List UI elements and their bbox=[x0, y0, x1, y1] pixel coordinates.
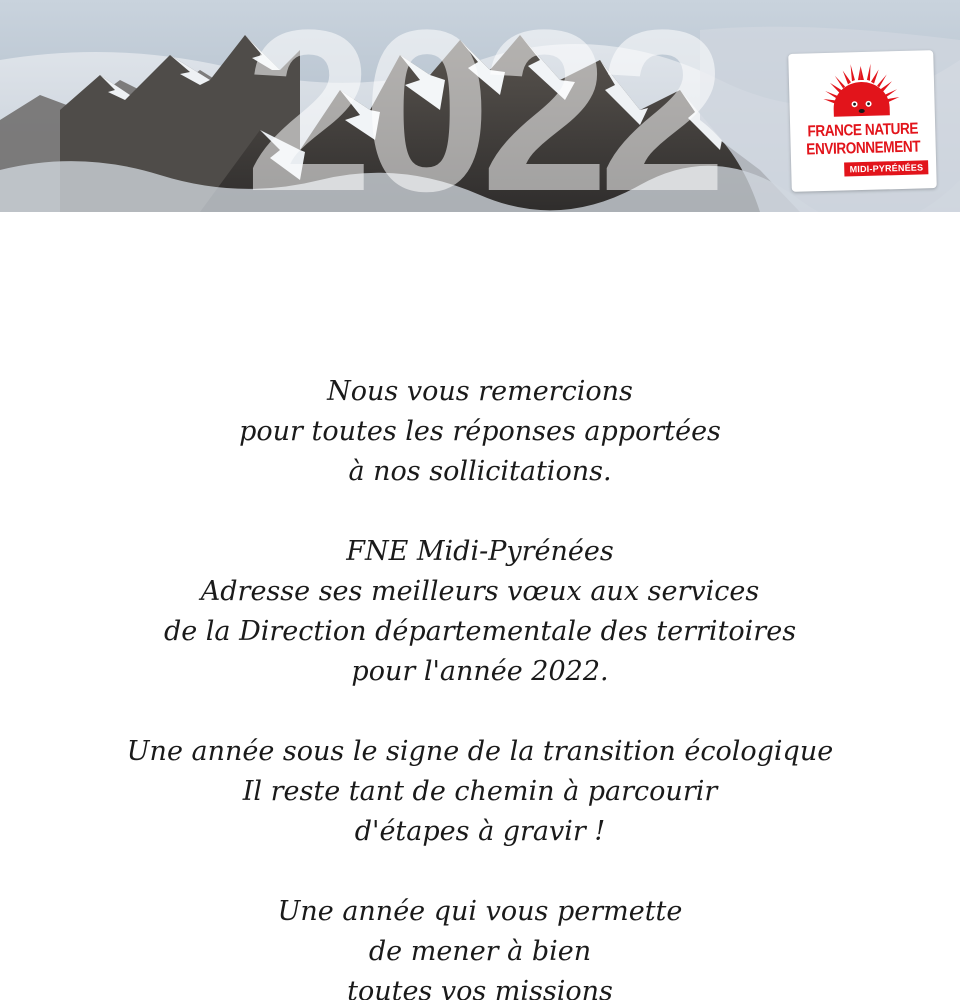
message-paragraph bbox=[0, 372, 960, 492]
message-line: pour toutes les réponses apportées bbox=[239, 416, 721, 447]
message-paragraph bbox=[0, 532, 960, 692]
greeting-message bbox=[0, 372, 960, 1000]
message-paragraph bbox=[0, 732, 960, 852]
mountain-banner bbox=[0, 0, 960, 212]
logo-region-tag: MIDI-PYRÉNÉES bbox=[844, 160, 928, 176]
logo-text-line2: ENVIRONNEMENT bbox=[806, 138, 921, 159]
message-line: Adresse ses meilleurs vœux aux services bbox=[200, 576, 760, 607]
fne-logo bbox=[788, 50, 937, 192]
message-line: Une année sous le signe de la transition écologique bbox=[126, 736, 834, 767]
message-line: Il reste tant de chemin à parcourir bbox=[242, 776, 718, 807]
message-paragraph bbox=[0, 892, 960, 1000]
message-line: de mener à bien bbox=[368, 936, 592, 967]
message-line: à nos sollicitations. bbox=[348, 456, 612, 487]
message-line: Nous vous remercions bbox=[327, 376, 633, 407]
message-line: d'étapes à gravir ! bbox=[354, 816, 606, 847]
message-line: Une année qui vous permette bbox=[277, 896, 683, 927]
logo-text-line1: FRANCE NATURE bbox=[807, 120, 919, 141]
message-line: toutes vos missions bbox=[347, 976, 613, 1000]
year-watermark: 2022 bbox=[245, 0, 717, 212]
message-line: pour l'année 2022. bbox=[351, 656, 609, 687]
message-line: de la Direction départementale des territoires bbox=[163, 616, 797, 647]
hedgehog-icon bbox=[820, 59, 902, 121]
message-line: FNE Midi-Pyrénées bbox=[346, 536, 614, 567]
